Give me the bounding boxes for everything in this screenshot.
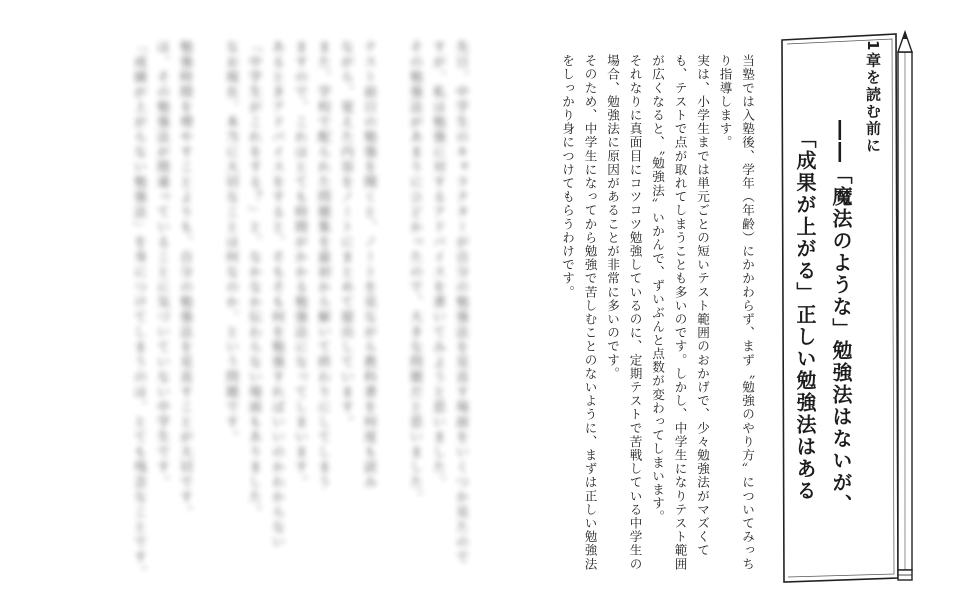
blurred-line: 「中学生がこれをする？」と、なかなか伝わらない場面もありました。 — [246, 40, 261, 520]
blurred-line: テスト前日の勉強を聞くと、ノートを見ながら教科書を何度も読み — [361, 40, 376, 490]
left-page-blurred-text — [40, 40, 470, 580]
blurred-line: ますので、これはとても時間がかかる勉強法になってしまいます。 — [292, 40, 307, 490]
blurred-line: また、学校で配られた問題集を最初から解いて終わりにしてしまう — [315, 40, 330, 490]
paragraph: 実は、小学生までは単元ごとの短いテスト範囲のおかげで、少々勉強法がマズくても、テストで点が取れてしまうことも多いのです。しかし、中学生になりテスト範囲が広くなると、〝勉強法〟いかんで、ずいぶんと点数が変わってしまいます。 — [650, 54, 710, 571]
headline-line-2: 「成果が上がる」正しい勉強法はある — [793, 128, 817, 502]
blurred-line: は、その勉強法が間違っていることに気づいていない中学生です。 — [154, 40, 169, 490]
blurred-line: すが、私は勉強に対するアドバイスを書いてみようと思いました。 — [430, 40, 445, 490]
body-text — [538, 54, 758, 574]
blurred-line: 先日、中学生のキャラクターが自分の勉強法を見直す場面をいくつか見たので — [453, 40, 468, 565]
blurred-line: その勉強法があまりにひどかったので、大きな問題だと思いました。 — [407, 40, 422, 505]
blurred-line: 「成績が上がらない勉強法」を身につけてしまうのは、とても残念なことです。 — [131, 40, 146, 580]
blurred-line: なお現在、本当に大切なことは何なのか、という問題です。 — [223, 40, 238, 445]
paragraph: それなりに真面目にコツコツ勉強しているのに、定期テストで苦戦している中学生の場合、勉強法に原因があることが非常に多いのです。 — [605, 54, 643, 571]
chapter-label: 1章を読む前に — [864, 40, 882, 155]
blurred-line: 勉強時間を増やすことよりも、自分の勉強法を見直すことが大切です。 — [177, 40, 192, 520]
blurred-line: あるときアドバイスをすると、そもそも何を勉強すればいいのかわからない — [269, 40, 284, 550]
paragraph: そのため、中学生になってから勉強で苦しむことのないように、まずは正しい勉強法をしっかり身につけてもらうわけです。 — [560, 54, 598, 571]
paragraph: 当塾では入塾後、学年（年齢）にかかわらず、まず〝勉強のやり方〟についてみっちり指導します。 — [717, 54, 755, 571]
headline-line-1: ――「魔法のような」勉強法はないが、 — [829, 120, 853, 516]
blurred-line: ながら、覚えた内容をノートにまとめて提出しています。 — [338, 40, 353, 430]
